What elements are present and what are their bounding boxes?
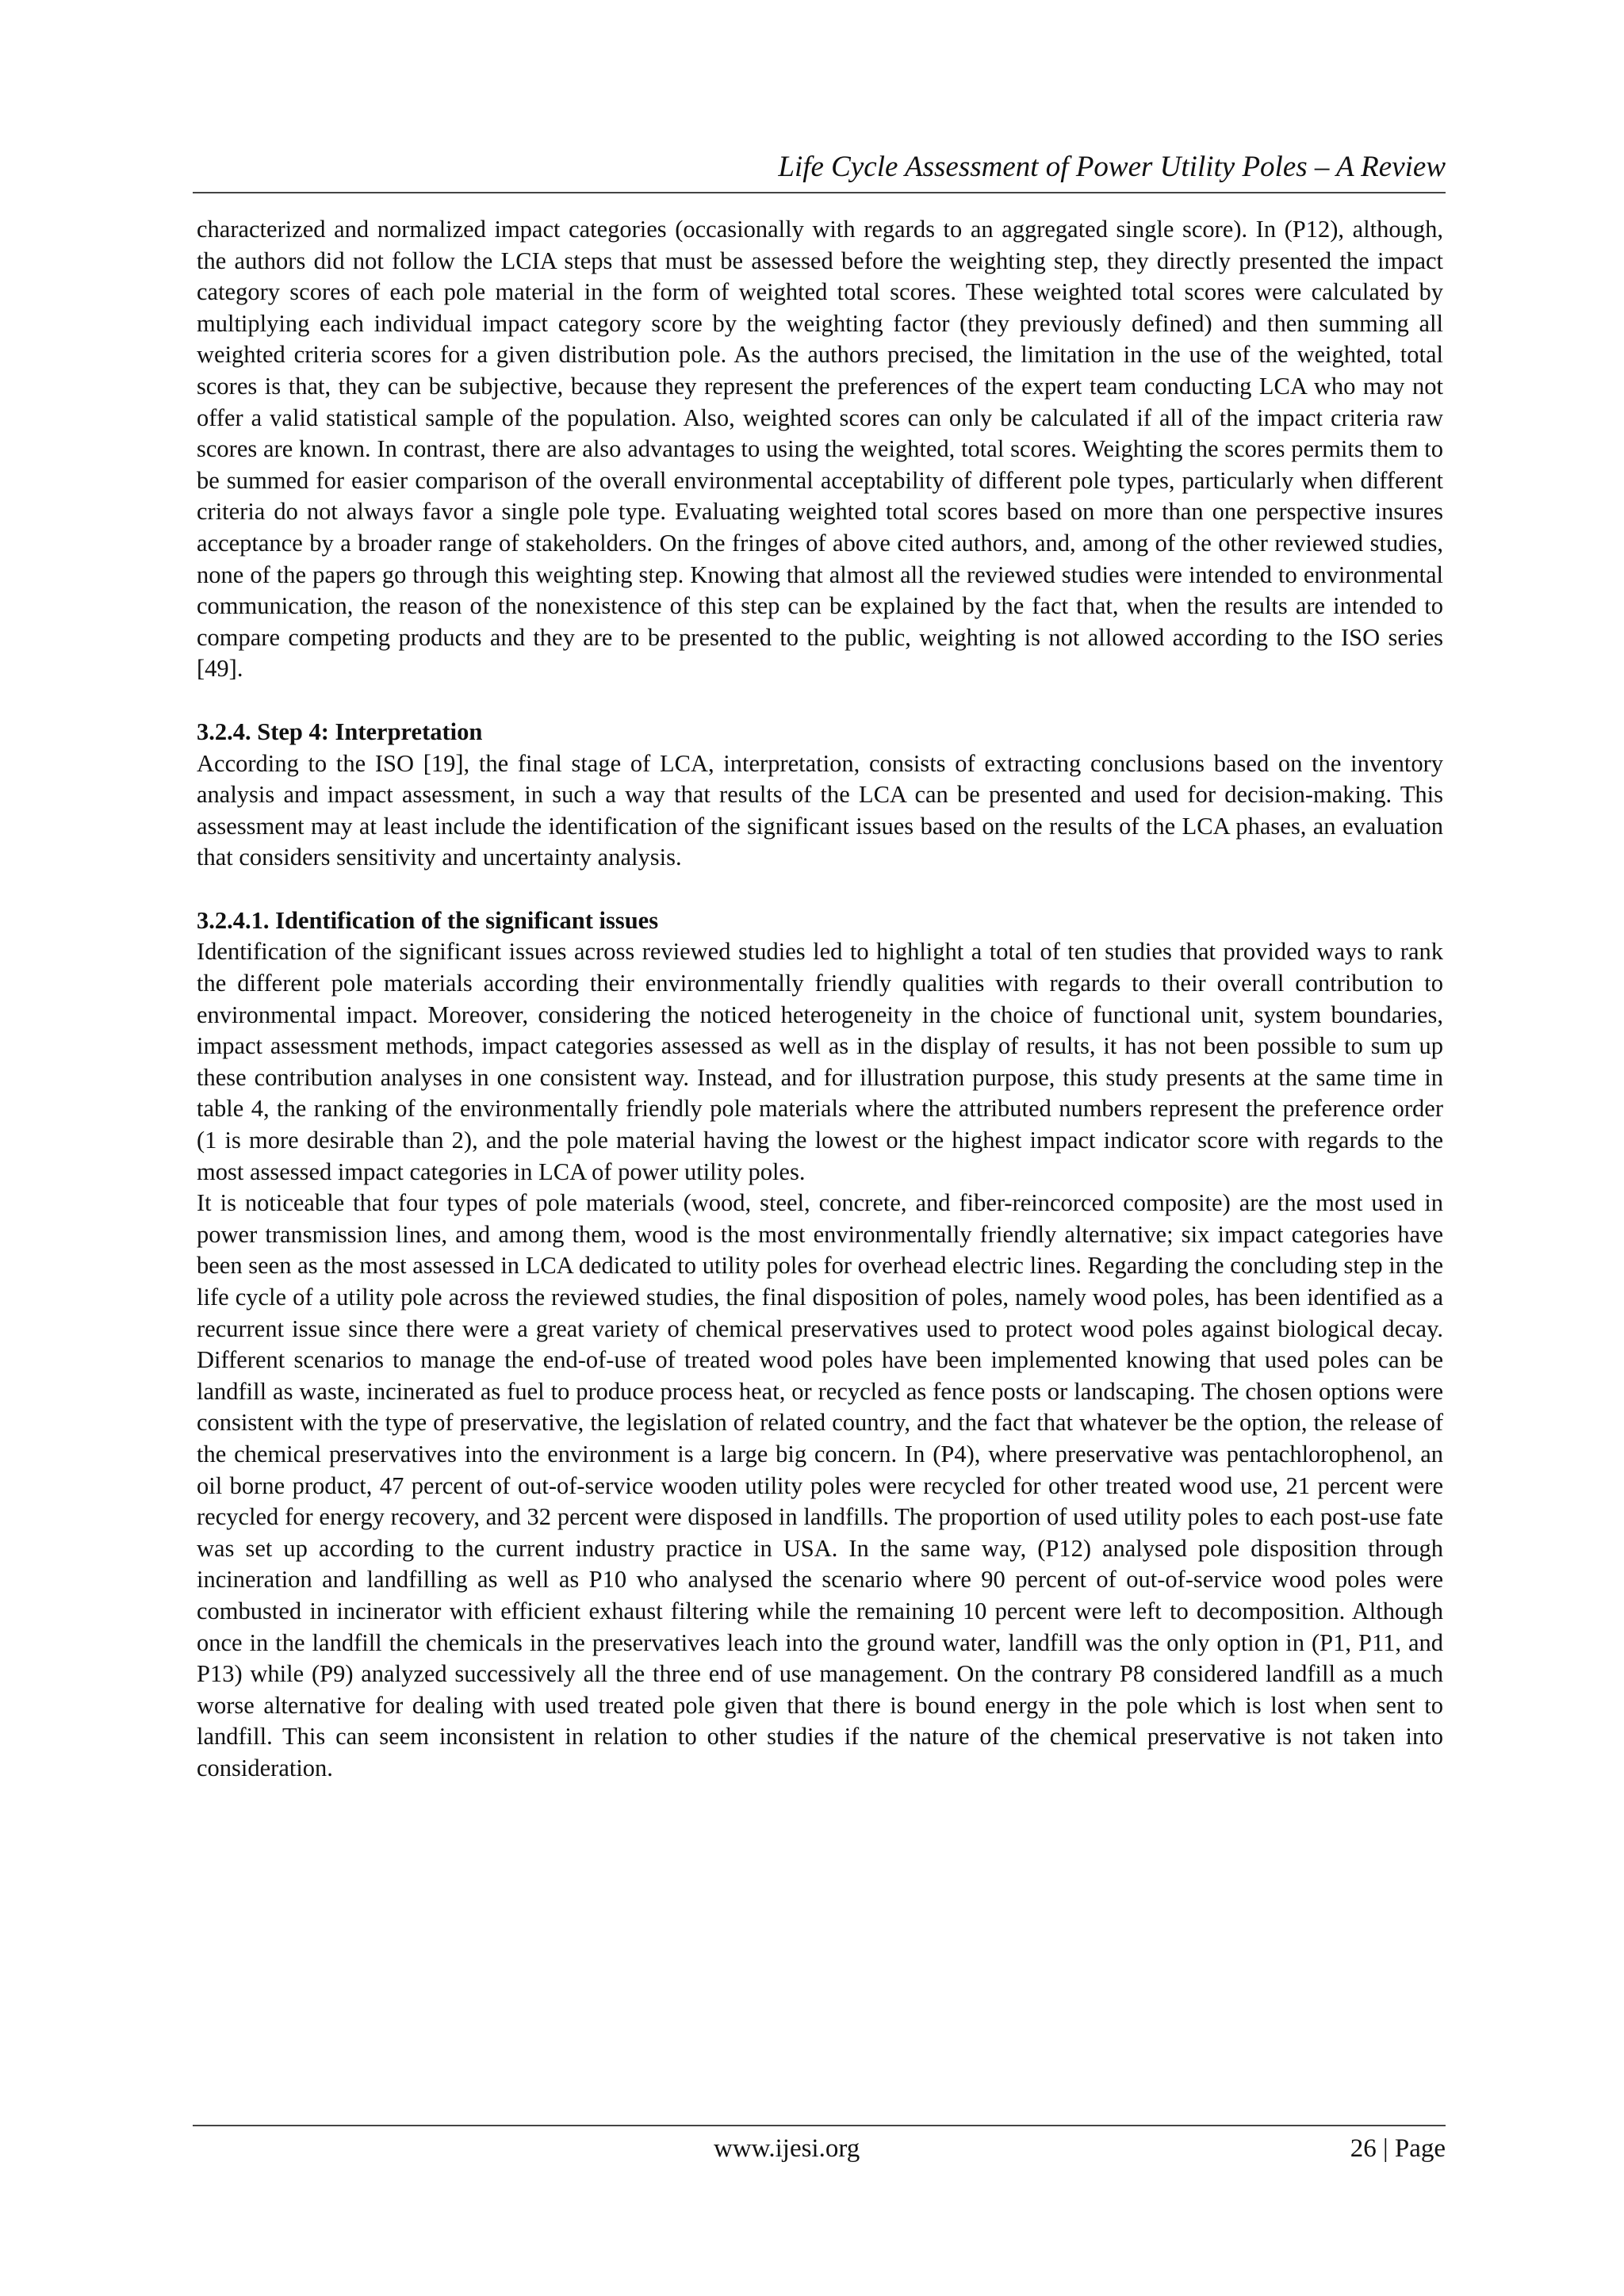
body-paragraph-pole-materials: It is noticeable that four types of pole materials (wood, steel, concrete, and fiber-reincorced composite) are the most used in power transmission lines, and among them, wood is the most environmentally friendly alternative; six impact categories have been seen as the most assessed in LCA dedicated to utility poles for overhead electric lines. Regarding the concluding step in the life cycle of a utility pole across the reviewed studies, the final disposition of poles, namely wood poles, has been identified as a recurrent issue since there were a great variety of chemical preservatives used to protect wood poles against biological decay. Different scenarios to manage the end-of-use of treated wood poles have been implemented knowing that used poles can be landfill as waste, incinerated as fuel to produce process heat, or recycled as fence posts or landscaping. The chosen options were consistent with the type of preservative, the legislation of related country, and the fact that whatever be the option, the release of the chemical preservatives into the environment is a large big concern. In (P4), where preservative was pentachlorophenol, an oil borne product, 47 percent of out-of-service wooden utility poles were recycled for other treated wood use, 21 percent were recycled for energy recovery, and 32 percent were disposed in landfills. The proportion of used utility poles to each post-use fate was set up according to the current industry practice in USA. In the same way, (P12) analysed pole disposition through incineration and landfilling as well as P10 who analysed the scenario where 90 percent of out-of-service wood poles were combusted in incinerator with efficient exhaust filtering while the remaining 10 percent were left to decomposition. Although once in the landfill the chemicals in the preservatives leach into the ground water, landfill was the only option in (P1, P11, and P13) while (P9) analyzed successively all the three end of use management. On the contrary P8 considered landfill as a much worse alternative for dealing with used treated pole given that there is bound energy in the pole which is lost when sent to landfill. This can seem inconsistent in relation to other studies if the nature of the chemical preservative is not taken into consideration. [197,1189,1443,1781]
page-body [197,214,1443,1785]
footer-page-number: 26 | Page [1350,2134,1446,2163]
running-header: Life Cycle Assessment of Power Utility Poles – A Review [778,151,1446,183]
body-paragraph-interpretation: According to the ISO [19], the final stage of LCA, interpretation, consists of extracting conclusions based on the inventory analysis and impact assessment, in such a way that results of the LCA can be presented and used for decision-making. This assessment may at least include the identification of the significant issues based on the results of the LCA phases, an evaluation that considers sensitivity and uncertainty analysis. [197,749,1443,871]
header-divider [193,192,1446,193]
footer-journal-url: www.ijesi.org [714,2134,860,2163]
section-heading-interpretation: 3.2.4. Step 4: Interpretation [197,718,483,745]
body-paragraph-weighting: characterized and normalized impact categories (occasionally with regards to an aggregated single score). In (P12), although, the authors did not follow the LCIA steps that must be assessed before the weighting step, they directly presented the impact category scores of each pole material in the form of weighted total scores. These weighted total scores were calculated by multiplying each individual impact category score by the weighting factor (they previously defined) and then summing all weighted criteria scores for a given distribution pole. As the authors precised, the limitation in the use of the weighted, total scores is that, they can be subjective, because they represent the preferences of the expert team conducting LCA who may not offer a valid statistical sample of the population. Also, weighted scores can only be calculated if all of the impact criteria raw scores are known. In contrast, there are also advantages to using the weighted, total scores. Weighting the scores permits them to be summed for easier comparison of the overall environmental acceptability of different pole types, particularly when different criteria do not always favor a single pole type. Evaluating weighted total scores based on more than one perspective insures acceptance by a broader range of stakeholders. On the fringes of above cited authors, and, among of the other reviewed studies, none of the papers go through this weighting step. Knowing that almost all the reviewed studies were intended to environmental communication, the reason of the nonexistence of this step can be explained by the fact that, when the results are intended to compare competing products and they are to be presented to the public, weighting is not allowed according to the ISO series [49]. [197,216,1443,683]
body-paragraph-significant-issues: Identification of the significant issues across reviewed studies led to highlight a total of ten studies that provided ways to rank the different pole materials according their environmentally friendly qualities with regards to their overall contribution to environmental impact. Moreover, considering the noticed heterogeneity in the choice of functional unit, system boundaries, impact assessment methods, impact categories assessed as well as in the display of results, it has not been possible to sum up these contribution analyses in one consistent way. Instead, and for illustration purpose, this study presents at the same time in table 4, the ranking of the environmentally friendly pole materials where the attributed numbers represent the preference order (1 is more desirable than 2), and the pole material having the lowest or the highest impact indicator score with regards to the most assessed impact categories in LCA of power utility poles. [197,938,1443,1185]
section-heading-significant-issues: 3.2.4.1. Identification of the significant issues [197,906,659,934]
footer-divider [193,2125,1446,2126]
